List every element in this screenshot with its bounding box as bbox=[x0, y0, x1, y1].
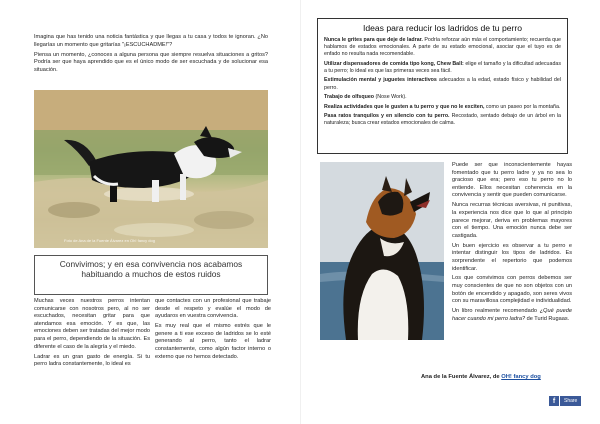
right-col-paragraph-4: Los que convivimos con perros debemos ser muy conscientes de que no son objetos con un botón de encendido y apagado, son seres vivos con su maravillosa complejidad e individualidad. bbox=[452, 275, 572, 305]
intro-paragraph-2: Piensa un momento, ¿conoces a alguna persona que siempre resuelva situaciones a gritos? Podría ser que haya aprendido que es el único modo de ser escuchada y de solucionar esa situación. bbox=[34, 51, 268, 73]
facebook-icon: f bbox=[549, 396, 559, 406]
tip-item bbox=[324, 77, 561, 91]
author-credit bbox=[421, 374, 541, 380]
tip-lead: Nunca le grites para que deje de ladrar. bbox=[324, 37, 423, 43]
oh-fancy-dog-link[interactable]: OH! fancy dog bbox=[501, 374, 541, 380]
left-col2-paragraph-1: que contactes con un profesional que trabaje desde el respeto y evalúe el modo de ayudaros en vuestra convivencia. bbox=[155, 298, 271, 320]
left-column-2 bbox=[155, 298, 271, 364]
right-col-paragraph-1: Puede ser que inconscientemente hayas fomentado que tu perro ladre y ya no sea lo gracioso que era; pero eso tu perro no lo entiende. Ellos necesitan coherencia en la convivencia y sentir que pueden comunicarse. bbox=[452, 162, 572, 199]
left-col2-paragraph-2: Es muy real que el mismo estrés que le genere a ti ese exceso de ladridos se lo esté generando al perro, tanto el ladrar constantemente, como algún factor interno o externo que no hemos detectado. bbox=[155, 323, 271, 360]
book-before: Un libro realmente recomendado bbox=[452, 308, 540, 315]
pull-quote: Convivimos; y en esa convivencia nos acabamos habituando a muchos de estos ruidos bbox=[34, 255, 268, 295]
border-collie-illustration bbox=[34, 90, 268, 248]
tip-item bbox=[324, 37, 561, 58]
tip-lead: Pasa ratos tranquilos y en silencio con tu perro. bbox=[324, 113, 450, 120]
left-column-1 bbox=[34, 298, 150, 371]
tip-lead: Realiza actividades que le gusten a tu perro y que no le exciten, bbox=[324, 103, 485, 110]
tip-text: Podría reforzar aún más el comportamiento; recuerda que hablamos de estados emocionales. A parte de su estado emocional, asociar que el tuyo es de enfado no resulta nada recomendable. bbox=[324, 37, 561, 58]
tip-text: Recostado, sentado debajo de un árbol en la naturaleza; busca crear estados emocionales de calma. bbox=[324, 113, 562, 127]
tips-box-title: Ideas para reducir los ladridos de tu perro bbox=[362, 23, 523, 33]
photo-watermark: Foto de Ana de la Fuente Álvarez en Oh! fancy dog bbox=[64, 238, 155, 243]
right-col-paragraph-2: Nunca recurras técnicas aversivas, ni punitivas, la experiencia nos dice que lo que al principio parece mejorar, deriva en problemas mayores con el tiempo. Una emoción nunca debe ser castigada. bbox=[452, 202, 572, 239]
share-label: Share bbox=[560, 396, 581, 406]
book-title: ¿Qué puede hacer cuando mi perro ladra? bbox=[452, 308, 572, 322]
intro-text bbox=[34, 34, 268, 77]
tip-item bbox=[324, 61, 561, 75]
tip-lead: Estimulación mental y juguetes interactivos bbox=[324, 77, 437, 84]
author-name: Ana de la Fuente Álvarez, de bbox=[421, 374, 502, 380]
left-col1-paragraph-2: Ladrar es un gran gasto de energía. Si tu perro ladra constantemente, lo ideal es bbox=[34, 353, 150, 368]
share-button[interactable] bbox=[549, 396, 581, 406]
tip-item bbox=[324, 94, 561, 101]
border-collie-photo bbox=[34, 90, 268, 248]
tip-text: como un paseo por la montaña. bbox=[484, 103, 561, 110]
page-gutter bbox=[300, 0, 301, 424]
tip-item bbox=[324, 104, 561, 111]
book-after: de Turid Rugaas. bbox=[525, 315, 570, 322]
book-recommendation bbox=[452, 308, 572, 323]
tip-lead: Utilizar dispensadores de comida tipo kong, Chew Ball: bbox=[324, 60, 464, 67]
tip-text: adecuados a la edad, estado físico y habilidad del perro. bbox=[324, 77, 561, 91]
tip-text: elige el tamaño y la dificultad adecuadas a tu perro; lo ideal es que las primeras veces sea fácil. bbox=[324, 60, 561, 74]
tip-lead: Trabajo de olfsqueo bbox=[324, 94, 375, 101]
intro-paragraph-1: Imagina que has tenido una noticia fantástica y que llegas a tu casa y todos te ignoran. ¿No llegarías un momento que gritarías "¡ESCUCHADME!"? bbox=[34, 34, 268, 48]
right-col-paragraph-3: Un buen ejercicio es observar a tu perro e intentar distinguir los tipos de ladridos. Es sorprendente el repertorio que podemos identificar. bbox=[452, 242, 572, 272]
tip-item bbox=[324, 113, 561, 127]
tips-box bbox=[317, 18, 568, 154]
left-col1-paragraph-1: Muchas veces nuestros perros intentan comunicarse con nosotros pero, al no ser escuchados, necesitan gritar para que atendamos esa emoción. Y es que, las emociones deben ser tratadas del mejor modo para el perro, dependiendo de la situación. Es diferente el caso de la alegría y el miedo. bbox=[34, 298, 150, 350]
collie-photo bbox=[320, 162, 444, 340]
collie-illustration bbox=[320, 162, 444, 340]
right-column bbox=[452, 162, 572, 326]
tip-text: (Nose Work). bbox=[374, 94, 407, 101]
